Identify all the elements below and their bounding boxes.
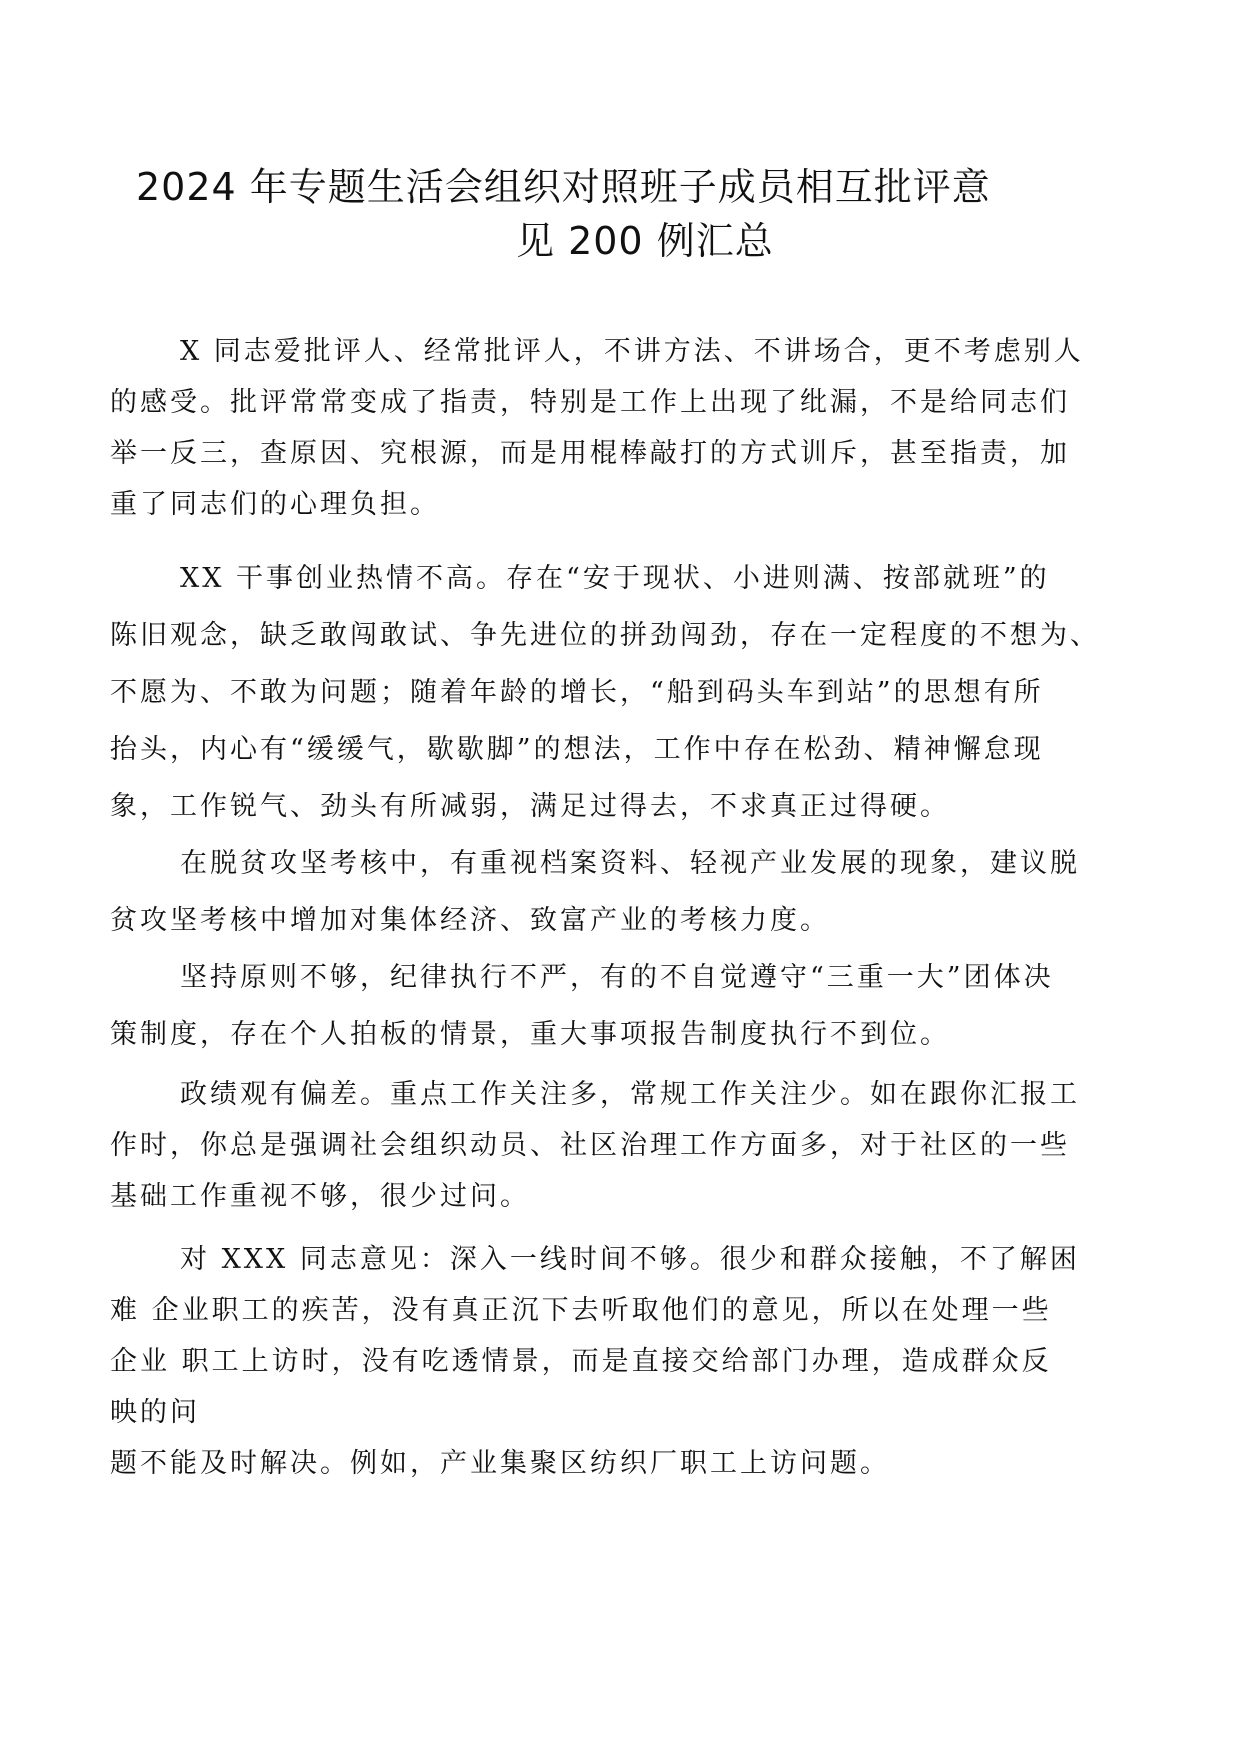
paragraph-line: 作时，你总是强调社会组织动员、社区治理工作方面多，对于社区的一些 (110, 1130, 1070, 1161)
paragraph-line: 陈旧观念，缺乏敢闯敢试、争先进位的拼劲闯劲，存在一定程度的不想为、 (110, 620, 1100, 651)
paragraph-line: 在脱贫攻坚考核中，有重视档案资料、轻视产业发展的现象，建议脱 (180, 848, 1080, 879)
paragraph-line: 政绩观有偏差。重点工作关注多，常规工作关注少。如在跟你汇报工 (180, 1079, 1080, 1110)
title-line: 见 200 例汇总 (516, 219, 774, 263)
paragraph-line: 抬头，内心有“缓缓气，歇歇脚”的想法，工作中存在松劲、精神懈怠现 (110, 734, 1044, 765)
paragraph-6 (110, 1234, 1150, 1489)
paragraph-2 (110, 550, 1150, 835)
paragraph-line: 象，工作锐气、劲头有所减弱，满足过得去，不求真正过得硬。 (110, 791, 950, 822)
paragraph-line: 重了同志们的心理负担。 (110, 489, 440, 520)
paragraph-line: 举一反三，查原因、究根源，而是用棍棒敲打的方式训斥，甚至指责，加 (110, 438, 1070, 469)
paragraph-line: 题不能及时解决。例如，产业集聚区纺织厂职工上访问题。 (110, 1448, 890, 1479)
title-line: 2024 年专题生活会组织对照班子成员相互批评意 (136, 165, 991, 209)
paragraph-line: 坚持原则不够，纪律执行不严，有的不自觉遵守“三重一大”团体决 (180, 962, 1054, 993)
paragraph-line: 映的问 (110, 1397, 200, 1428)
paragraph-3 (110, 835, 1150, 949)
paragraph-line: 不愿为、不敢为问题；随着年龄的增长，“船到码头车到站”的思想有所 (110, 677, 1044, 708)
paragraph-line: 难 企业职工的疾苦，没有真正沉下去听取他们的意见，所以在处理一些 (110, 1295, 1052, 1326)
paragraph-line: 基础工作重视不够，很少过问。 (110, 1181, 530, 1212)
paragraph-line: 企业 职工上访时，没有吃透情景，而是直接交给部门办理，造成群众反 (110, 1346, 1052, 1377)
paragraph-line: X 同志爱批评人、经常批评人，不讲方法、不讲场合，更不考虑别人 (180, 336, 1084, 367)
document-title (120, 160, 1120, 268)
paragraph-line: 贫攻坚考核中增加对集体经济、致富产业的考核力度。 (110, 905, 830, 936)
paragraph-line: 对 XXX 同志意见：深入一线时间不够。很少和群众接触，不了解困 (180, 1244, 1080, 1275)
paragraph-5 (110, 1069, 1150, 1222)
paragraph-4 (110, 949, 1150, 1063)
paragraph-line: 策制度，存在个人拍板的情景，重大事项报告制度执行不到位。 (110, 1019, 950, 1050)
paragraph-1 (110, 326, 1150, 530)
document-body (110, 326, 1150, 1489)
paragraph-line: XX 干事创业热情不高。存在“安于现状、小进则满、按部就班”的 (180, 563, 1050, 594)
paragraph-line: 的感受。批评常常变成了指责，特别是工作上出现了纰漏，不是给同志们 (110, 387, 1070, 418)
